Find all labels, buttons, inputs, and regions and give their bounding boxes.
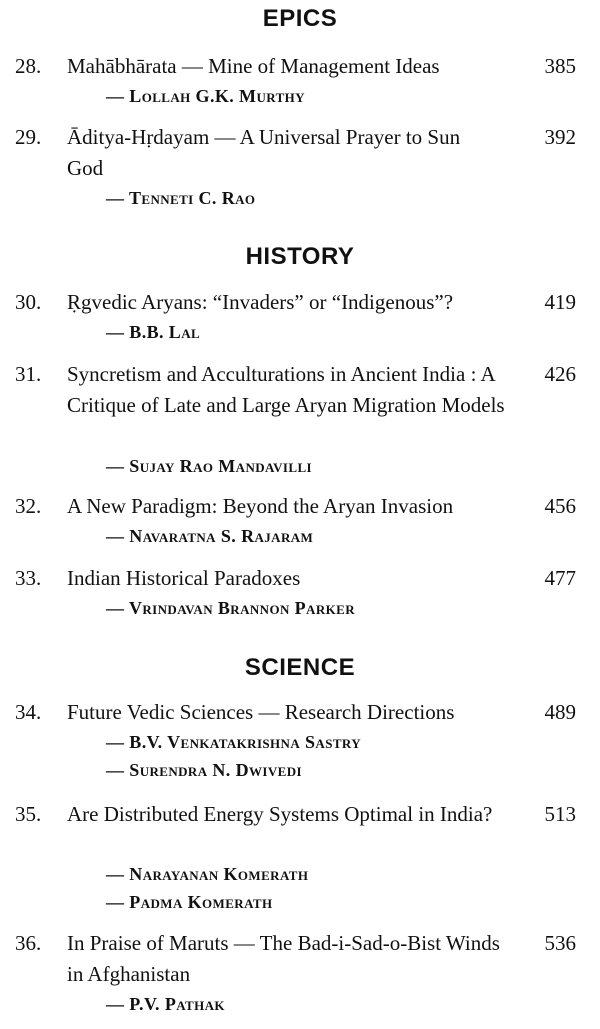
section-heading-science: SCIENCE — [244, 654, 356, 681]
entry-title: Future Vedic Sciences — Research Directions — [67, 700, 455, 724]
entry-author: — P.V. Pathak — [106, 994, 225, 1014]
entry-number: 29. — [15, 125, 42, 149]
entry-number: 32. — [15, 494, 42, 518]
entry-page-number: 477 — [544, 566, 576, 590]
entry-number: 28. — [15, 54, 42, 78]
entry-author: — B.B. Lal — [106, 322, 201, 342]
entry-title: Mahābhārata — Mine of Management Ideas — [67, 54, 440, 78]
entry-title: Indian Historical Paradoxes — [67, 566, 301, 590]
entry-number: 31. — [15, 362, 42, 386]
entry-number: 36. — [15, 931, 42, 955]
entry-page-number: 489 — [544, 700, 576, 724]
entry-page-number: 392 — [544, 125, 576, 149]
entry-page-number: 536 — [544, 931, 576, 955]
entry-page-number: 385 — [544, 54, 576, 78]
entry-title: A New Paradigm: Beyond the Aryan Invasion — [67, 494, 454, 518]
entry-author: — Tenneti C. Rao — [106, 188, 256, 208]
entry-page-number: 426 — [544, 362, 576, 386]
entry-author: — Lollah G.K. Murthy — [106, 86, 305, 106]
entry-title: Ṛgvedic Aryans: “Invaders” or “Indigenous”? — [67, 290, 454, 314]
entry-page-number: 513 — [544, 802, 576, 826]
entry-author: — Padma Komerath — [106, 892, 273, 912]
entry-author: — Navaratna S. Rajaram — [106, 526, 314, 546]
entry-title: In Praise of Maruts — The Bad-i-Sad-o-Bist Winds in Afghanistan — [67, 931, 500, 986]
entry-number: 30. — [15, 290, 42, 314]
entry-title: Syncretism and Acculturations in Ancient India : A Critique of Late and Large Aryan Migration Models — [67, 362, 505, 417]
entry-author: — Vrindavan Brannon Parker — [106, 598, 355, 618]
section-heading-history: HISTORY — [245, 243, 355, 270]
entry-author: — Narayanan Komerath — [106, 864, 309, 884]
entry-number: 35. — [15, 802, 42, 826]
entry-number: 33. — [15, 566, 42, 590]
entry-page-number: 419 — [544, 290, 576, 314]
entry-title: Āditya-Hṛdayam — A Universal Prayer to Sun God — [67, 125, 461, 180]
entry-title: Are Distributed Energy Systems Optimal in India? — [67, 802, 493, 826]
entry-author: — B.V. Venkatakrishna Sastry — [106, 732, 362, 752]
entry-author: — Sujay Rao Mandavilli — [106, 456, 312, 476]
entry-number: 34. — [15, 700, 42, 724]
entry-page-number: 456 — [544, 494, 576, 518]
entry-author: — Surendra N. Dwivedi — [106, 760, 302, 780]
section-heading-epics: EPICS — [262, 5, 338, 32]
